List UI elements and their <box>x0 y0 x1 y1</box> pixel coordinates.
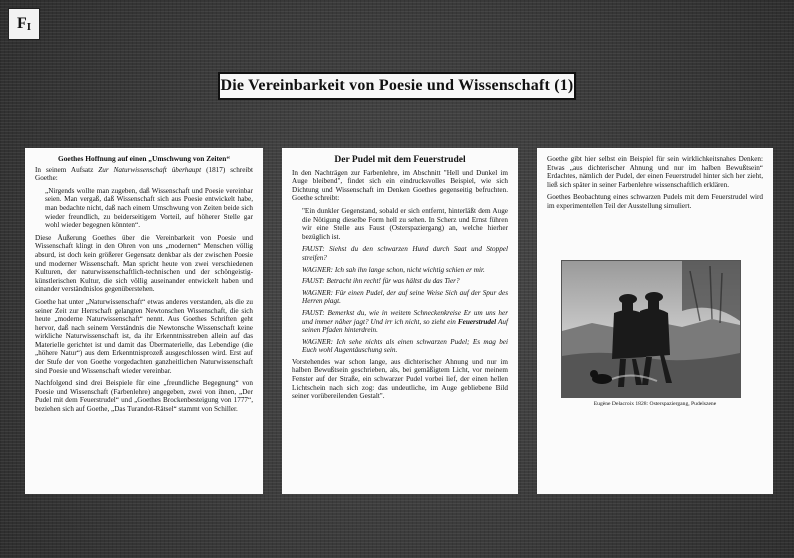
illustration-caption: Eugène Delacroix 1828: Osterspaziergang, Pudelszene <box>593 401 717 407</box>
text-panel-right <box>537 148 773 494</box>
line-text: Betracht ihn recht! für was hältst du das Tier? <box>324 277 460 286</box>
speaker-name: FAUST: <box>302 245 325 254</box>
logo-subscript: I <box>26 21 32 33</box>
line-text-tail: Auf seinen Pfaden hinterdrein. <box>302 317 508 335</box>
goethe-quote: "Ein dunkler Gegenstand, sobald er sich entfernt, hinterläßt dem Auge die Nötigung dieselbe Form hell zu sehen. In Scherz und Ernst führen wir eine Stelle aus Faust (Osterspaziergang) an, welche hierher bezüglich ist. <box>302 206 508 241</box>
faust-line <box>302 277 508 286</box>
intro-text-b: (1817) schreibt Goethe: <box>35 165 253 183</box>
intro-paragraph <box>35 166 253 183</box>
delacroix-illustration <box>561 260 741 398</box>
speaker-name: WAGNER: <box>302 288 334 297</box>
paragraph: Goethe gibt hier selbst ein Beispiel für sein wirklichkeitsnahes Denken: Etwas „aus dichterischer Ahnung und nur im halben Bewußtsein“ Erdachtes, nämlich der Pudel, der einen Feuerstrudel hinter sich her zieht, ließ sich später in seiner Farbenlehre wissenschaftlich erklären. <box>547 155 763 189</box>
faust-line <box>302 266 508 275</box>
emphasized-word: Feuerstrudel <box>457 317 497 326</box>
paragraph: Diese Äußerung Goethes über die Vereinbarkeit von Poesie und Wissenschaft klingt in den Ohren von uns „modernen“ Menschen völlig absurd, ist doch kein größerer Gegensatz denkbar als der zwischen Poesie und moderner Wissenschaft. Man spricht heute von zwei verschiedenen Kulturen, der naturwissenschaftlich-technischen und der schöngeistig-künstlerischen Kultur, die sich völlig auseinander entwickelt haben und einander verständnislos gegenüberstehen. <box>35 233 253 294</box>
line-text: Für einen Pudel, der auf seine Weise Sich auf der Spur des Herren plagt. <box>302 288 508 306</box>
line-text: Ich sah ihn lange schon, nicht wichtig schien er mir. <box>333 265 485 274</box>
title-box <box>218 72 576 100</box>
paragraph: In den Nachträgen zur Farbenlehre, im Abschnitt "Hell und Dunkel im Auge bleibend", findet sich ein eindrucksvolles Beispiel, wie sich Dichtung und Wissenschaft im Denken Goethes gegenseitig befruchten. Goethe schreibt: <box>292 168 508 203</box>
speaker-name: WAGNER: <box>302 337 334 346</box>
faust-line <box>302 289 508 306</box>
text-panel-middle <box>282 148 518 494</box>
speaker-name: WAGNER: <box>302 265 334 274</box>
line-text: Ich sehe nichts als einen schwarzen Pudel; Es mag bei Euch wohl Augentäuschung sein. <box>302 337 508 355</box>
faust-dialogue <box>292 245 508 355</box>
line-text: Bemerkst du, wie in weitem Schneckenkreise Er um uns her und immer näher jagt? Und irr ich nicht, so zieht ein <box>302 308 508 326</box>
speaker-name: FAUST: <box>302 308 325 317</box>
logo <box>8 8 40 40</box>
paragraph: Goethe hat unter „Naturwissenschaft“ etwas anderes verstanden, als die zu seiner Zeit zur Herrschaft gelangten Newtonschen Wissenschaft, die sich heute „moderne Naturwissenschaft“ nennt. Aus Goethes Schriften geht hervor, daß nach seinem Verständnis die Newtonsche Wissenschaft keine wirkliche Naturwissenschaft ist, da ihr Erkenntnisstreben allein auf das Materielle gerichtet ist und damit das Übermaterielle, das Lebendige (die „höhere Natur“) aus dem Erkenntnisprozeß ausgeschlossen wird. Erst auf der Stufe der von Goethe vorgedachten ganzheitlichen Naturwissenschaft sind Poesie und Wissenschaft wieder vereinbar. <box>35 297 253 375</box>
text-panel-left <box>25 148 263 494</box>
faust-line <box>302 338 508 355</box>
section-heading: Der Pudel mit dem Feuerstrudel <box>334 155 466 165</box>
paragraph: Vorstehendes war schon lange, aus dichterischer Ahnung und nur im halben Bewußtsein geschrieben, als, bei gemäßigtem Licht, vor meinem Fenster auf der Straße, ein schwarzer Pudel vorbei lief, der einen hellen Lichtschein nach sich zog: das undeutliche, im Auge gebliebene Bild seiner vorübereilenden Gestalt". <box>292 357 508 401</box>
faust-line <box>302 309 508 335</box>
intro-work-title: Zur Naturwissenschaft überhaupt <box>98 165 202 174</box>
goethe-quote: „Nirgends wollte man zugeben, daß Wissenschaft und Poesie vereinbar seien. Man vergaß, daß Wissenschaft sich aus Poesie entwickelt habe, man bedachte nicht, daß nach einem Umschwung von Zeiten beide sich wieder freundlich, zu beiderseitigem Vorteil, auf höherer Stelle gar wohl wieder begegnen könnten“. <box>45 186 253 230</box>
speaker-name: FAUST: <box>302 277 325 286</box>
paragraph: Nachfolgend sind drei Beispiele für eine „freundliche Begegnung“ von Poesie und Wissenschaft (Farbenlehre) angegeben, zwei von ihnen, „Der Pudel mit dem Feuerstrudel“ und „Goethes Brockenbesteigung von 1777“, beziehen sich auf Goethe, „Das Turandot-Rätsel“ stammt von Schiller. <box>35 379 253 414</box>
paragraph: Goethes Beobachtung eines schwarzen Pudels mit dem Feuerstrudel wird im experimentellen Teil der Ausstellung simuliert. <box>547 193 763 210</box>
logo-letter: F <box>16 15 27 32</box>
page-title: Die Vereinbarkeit von Poesie und Wissenschaft (1) <box>220 77 574 94</box>
intro-text-a: In seinem Aufsatz <box>35 165 99 174</box>
faust-line <box>302 245 508 262</box>
line-text: Siehst du den schwarzen Hund durch Saat und Stoppel streifen? <box>302 245 508 262</box>
section-heading: Goethes Hoffnung auf einen „Umschwung von Zeiten“ <box>57 154 231 163</box>
